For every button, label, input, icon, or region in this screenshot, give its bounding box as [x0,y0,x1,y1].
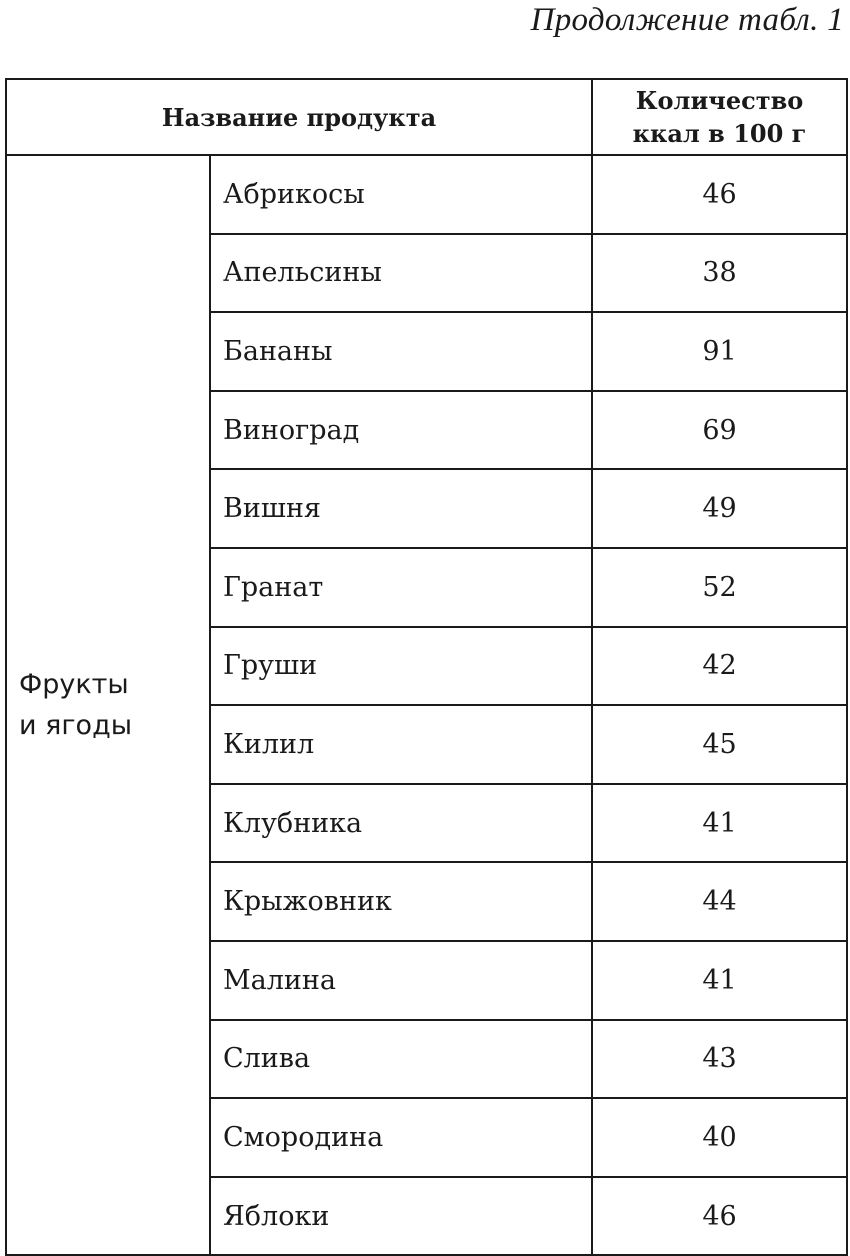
kcal-value-cell: 52 [592,548,847,627]
product-name-cell: Вишня [210,469,592,548]
kcal-value-cell: 69 [592,391,847,470]
kcal-value-cell: 45 [592,705,847,784]
kcal-value-cell: 43 [592,1020,847,1099]
category-cell [6,155,210,1255]
kcal-value-cell: 38 [592,234,847,313]
kcal-value-cell: 41 [592,941,847,1020]
category-line1: Фрукты [19,669,129,701]
header-product-name-text: Название продукта [161,102,437,132]
product-name-cell: Груши [210,627,592,706]
table-body [6,155,847,1255]
product-name-cell: Гранат [210,548,592,627]
product-name-cell: Крыжовник [210,862,592,941]
kcal-value-cell: 44 [592,862,847,941]
kcal-value-cell: 41 [592,784,847,863]
product-name-cell: Килил [210,705,592,784]
table-header-row [6,79,847,155]
product-name-cell: Слива [210,1020,592,1099]
header-kcal [592,79,847,155]
category-line2: и ягоды [19,710,133,742]
product-name-cell: Клубника [210,784,592,863]
header-product-name [6,79,592,155]
kcal-value-cell: 46 [592,155,847,234]
product-name-cell: Абрикосы [210,155,592,234]
table-continuation-label: Продолжение табл. 1 [530,2,844,38]
header-kcal-line2: ккал в 100 г [632,119,807,148]
kcal-value-cell: 40 [592,1098,847,1177]
table-row [6,155,847,234]
product-name-cell: Малина [210,941,592,1020]
kcal-value-cell: 46 [592,1177,847,1256]
kcal-value-cell: 91 [592,312,847,391]
product-name-cell: Смородина [210,1098,592,1177]
kcal-value-cell: 49 [592,469,847,548]
product-name-cell: Апельсины [210,234,592,313]
kcal-value-cell: 42 [592,627,847,706]
product-name-cell: Бананы [210,312,592,391]
calorie-table [5,78,848,1256]
product-name-cell: Яблоки [210,1177,592,1256]
product-name-cell: Виноград [210,391,592,470]
header-kcal-line1: Количество [635,86,804,115]
